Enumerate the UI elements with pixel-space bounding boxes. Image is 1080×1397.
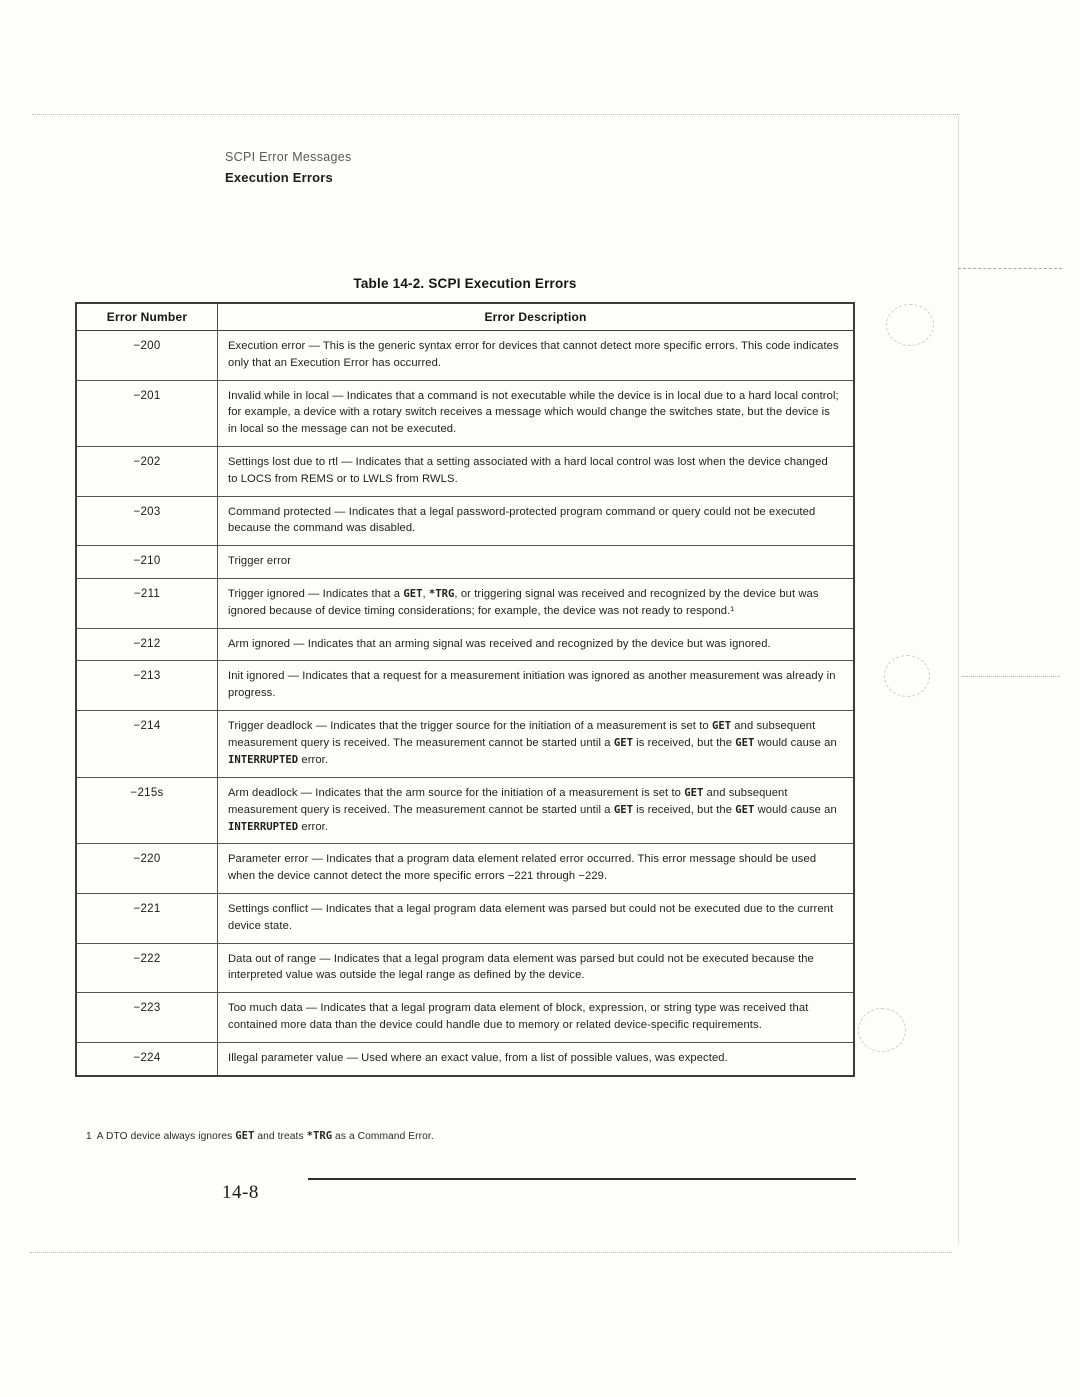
table-row: [76, 844, 854, 894]
error-number-cell: −202: [76, 446, 218, 496]
error-number-cell: −224: [76, 1042, 218, 1075]
table-row: [76, 496, 854, 546]
footnote: [86, 1130, 434, 1142]
error-description-cell: Execution error — This is the generic syntax error for devices that cannot detect more specific errors. This code indicates only that an Execution Error has occurred.: [218, 331, 855, 381]
table-row: [76, 661, 854, 711]
error-number-cell: −221: [76, 893, 218, 943]
scan-artifact-circle-mid: [884, 655, 930, 697]
table-row: [76, 628, 854, 661]
table-row: [76, 546, 854, 579]
error-number-cell: −222: [76, 943, 218, 993]
doc-header-kicker: SCPI Error Messages: [225, 150, 352, 164]
error-number-cell: −215s: [76, 777, 218, 844]
page-number: 14-8: [222, 1182, 259, 1203]
table-row: [76, 380, 854, 446]
error-description-cell: Settings conflict — Indicates that a legal program data element was parsed but could not be executed due to the current device state.: [218, 893, 855, 943]
error-number-cell: −213: [76, 661, 218, 711]
error-description-cell: Illegal parameter value — Used where an exact value, from a list of possible values, was expected.: [218, 1042, 855, 1075]
error-description-cell: Data out of range — Indicates that a legal program data element was parsed but could not be executed because the interpreted value was outside the legal range as defined by the device.: [218, 943, 855, 993]
error-description-cell: Arm deadlock — Indicates that the arm source for the initiation of a measurement is set to GET and subsequent measurement query is received. The measurement cannot be started until a GET is received, but the GET would cause an INTERRUPTED error.: [218, 777, 855, 844]
bottom-rule: [308, 1178, 856, 1180]
scan-artifact-bottom-dotted-line: [30, 1252, 952, 1253]
doc-header-title: Execution Errors: [225, 170, 333, 185]
error-description-cell: Trigger deadlock — Indicates that the trigger source for the initiation of a measurement is set to GET and subsequent measurement query is received. The measurement cannot be started until a GET is received, but the GET would cause an INTERRUPTED error.: [218, 711, 855, 778]
error-number-cell: −223: [76, 993, 218, 1043]
table-title: Table 14-2. SCPI Execution Errors: [353, 276, 577, 291]
scan-artifact-top-dotted-line: [32, 114, 960, 115]
column-header-error-number: Error Number: [76, 303, 218, 331]
error-number-cell: −211: [76, 578, 218, 628]
error-description-cell: Trigger error: [218, 546, 855, 579]
error-number-cell: −201: [76, 380, 218, 446]
error-description-cell: Invalid while in local — Indicates that a command is not executable while the device is in local due to a hard local control; for example, a device with a rotary switch receives a message which would change the switches state, but the device is in local so the message can not be executed.: [218, 380, 855, 446]
error-description-cell: Parameter error — Indicates that a program data element related error occurred. This error message should be used when the device cannot detect the more specific errors −221 through −229.: [218, 844, 855, 894]
error-number-cell: −220: [76, 844, 218, 894]
scan-artifact-circle-top: [886, 304, 934, 346]
table-row: [76, 1042, 854, 1075]
table-row: [76, 578, 854, 628]
error-table-container: [75, 302, 855, 1077]
error-description-cell: Init ignored — Indicates that a request for a measurement initiation was ignored as another measurement was already in progress.: [218, 661, 855, 711]
error-description-cell: Arm ignored — Indicates that an arming signal was received and recognized by the device but was ignored.: [218, 628, 855, 661]
scan-artifact-circle-bottom: [858, 1008, 906, 1052]
table-row: [76, 777, 854, 844]
error-number-cell: −214: [76, 711, 218, 778]
table-header-row: [76, 303, 854, 331]
table-row: [76, 943, 854, 993]
table-row: [76, 993, 854, 1043]
error-description-cell: Trigger ignored — Indicates that a GET, *TRG, or triggering signal was received and recognized by the device but was ignored because of device timing considerations; for example, the device was not ready to respond.¹: [218, 578, 855, 628]
table-row: [76, 446, 854, 496]
scan-artifact-right-dash-mid: [962, 676, 1060, 677]
error-table-body: [76, 331, 854, 1076]
scan-artifact-right-edge-line: [958, 116, 959, 1244]
error-description-cell: Too much data — Indicates that a legal program data element of block, expression, or string type was received that contained more data than the device could handle due to memory or related device-specific requirements.: [218, 993, 855, 1043]
error-description-cell: Settings lost due to rtl — Indicates that a setting associated with a hard local control was lost when the device changed to LOCS from REMS or to LWLS from RWLS.: [218, 446, 855, 496]
footnote-text: A DTO device always ignores GET and treats *TRG as a Command Error.: [96, 1130, 434, 1142]
scan-artifact-right-dash-top: [958, 268, 1062, 269]
table-row: [76, 893, 854, 943]
table-row: [76, 711, 854, 778]
error-number-cell: −210: [76, 546, 218, 579]
error-number-cell: −203: [76, 496, 218, 546]
doc-header: [225, 150, 352, 185]
table-row: [76, 331, 854, 381]
column-header-error-description: Error Description: [218, 303, 855, 331]
error-number-cell: −200: [76, 331, 218, 381]
error-table: [75, 302, 855, 1077]
footnote-marker: 1: [86, 1131, 92, 1142]
error-number-cell: −212: [76, 628, 218, 661]
error-description-cell: Command protected — Indicates that a legal password-protected program command or query could not be executed because the command was disabled.: [218, 496, 855, 546]
